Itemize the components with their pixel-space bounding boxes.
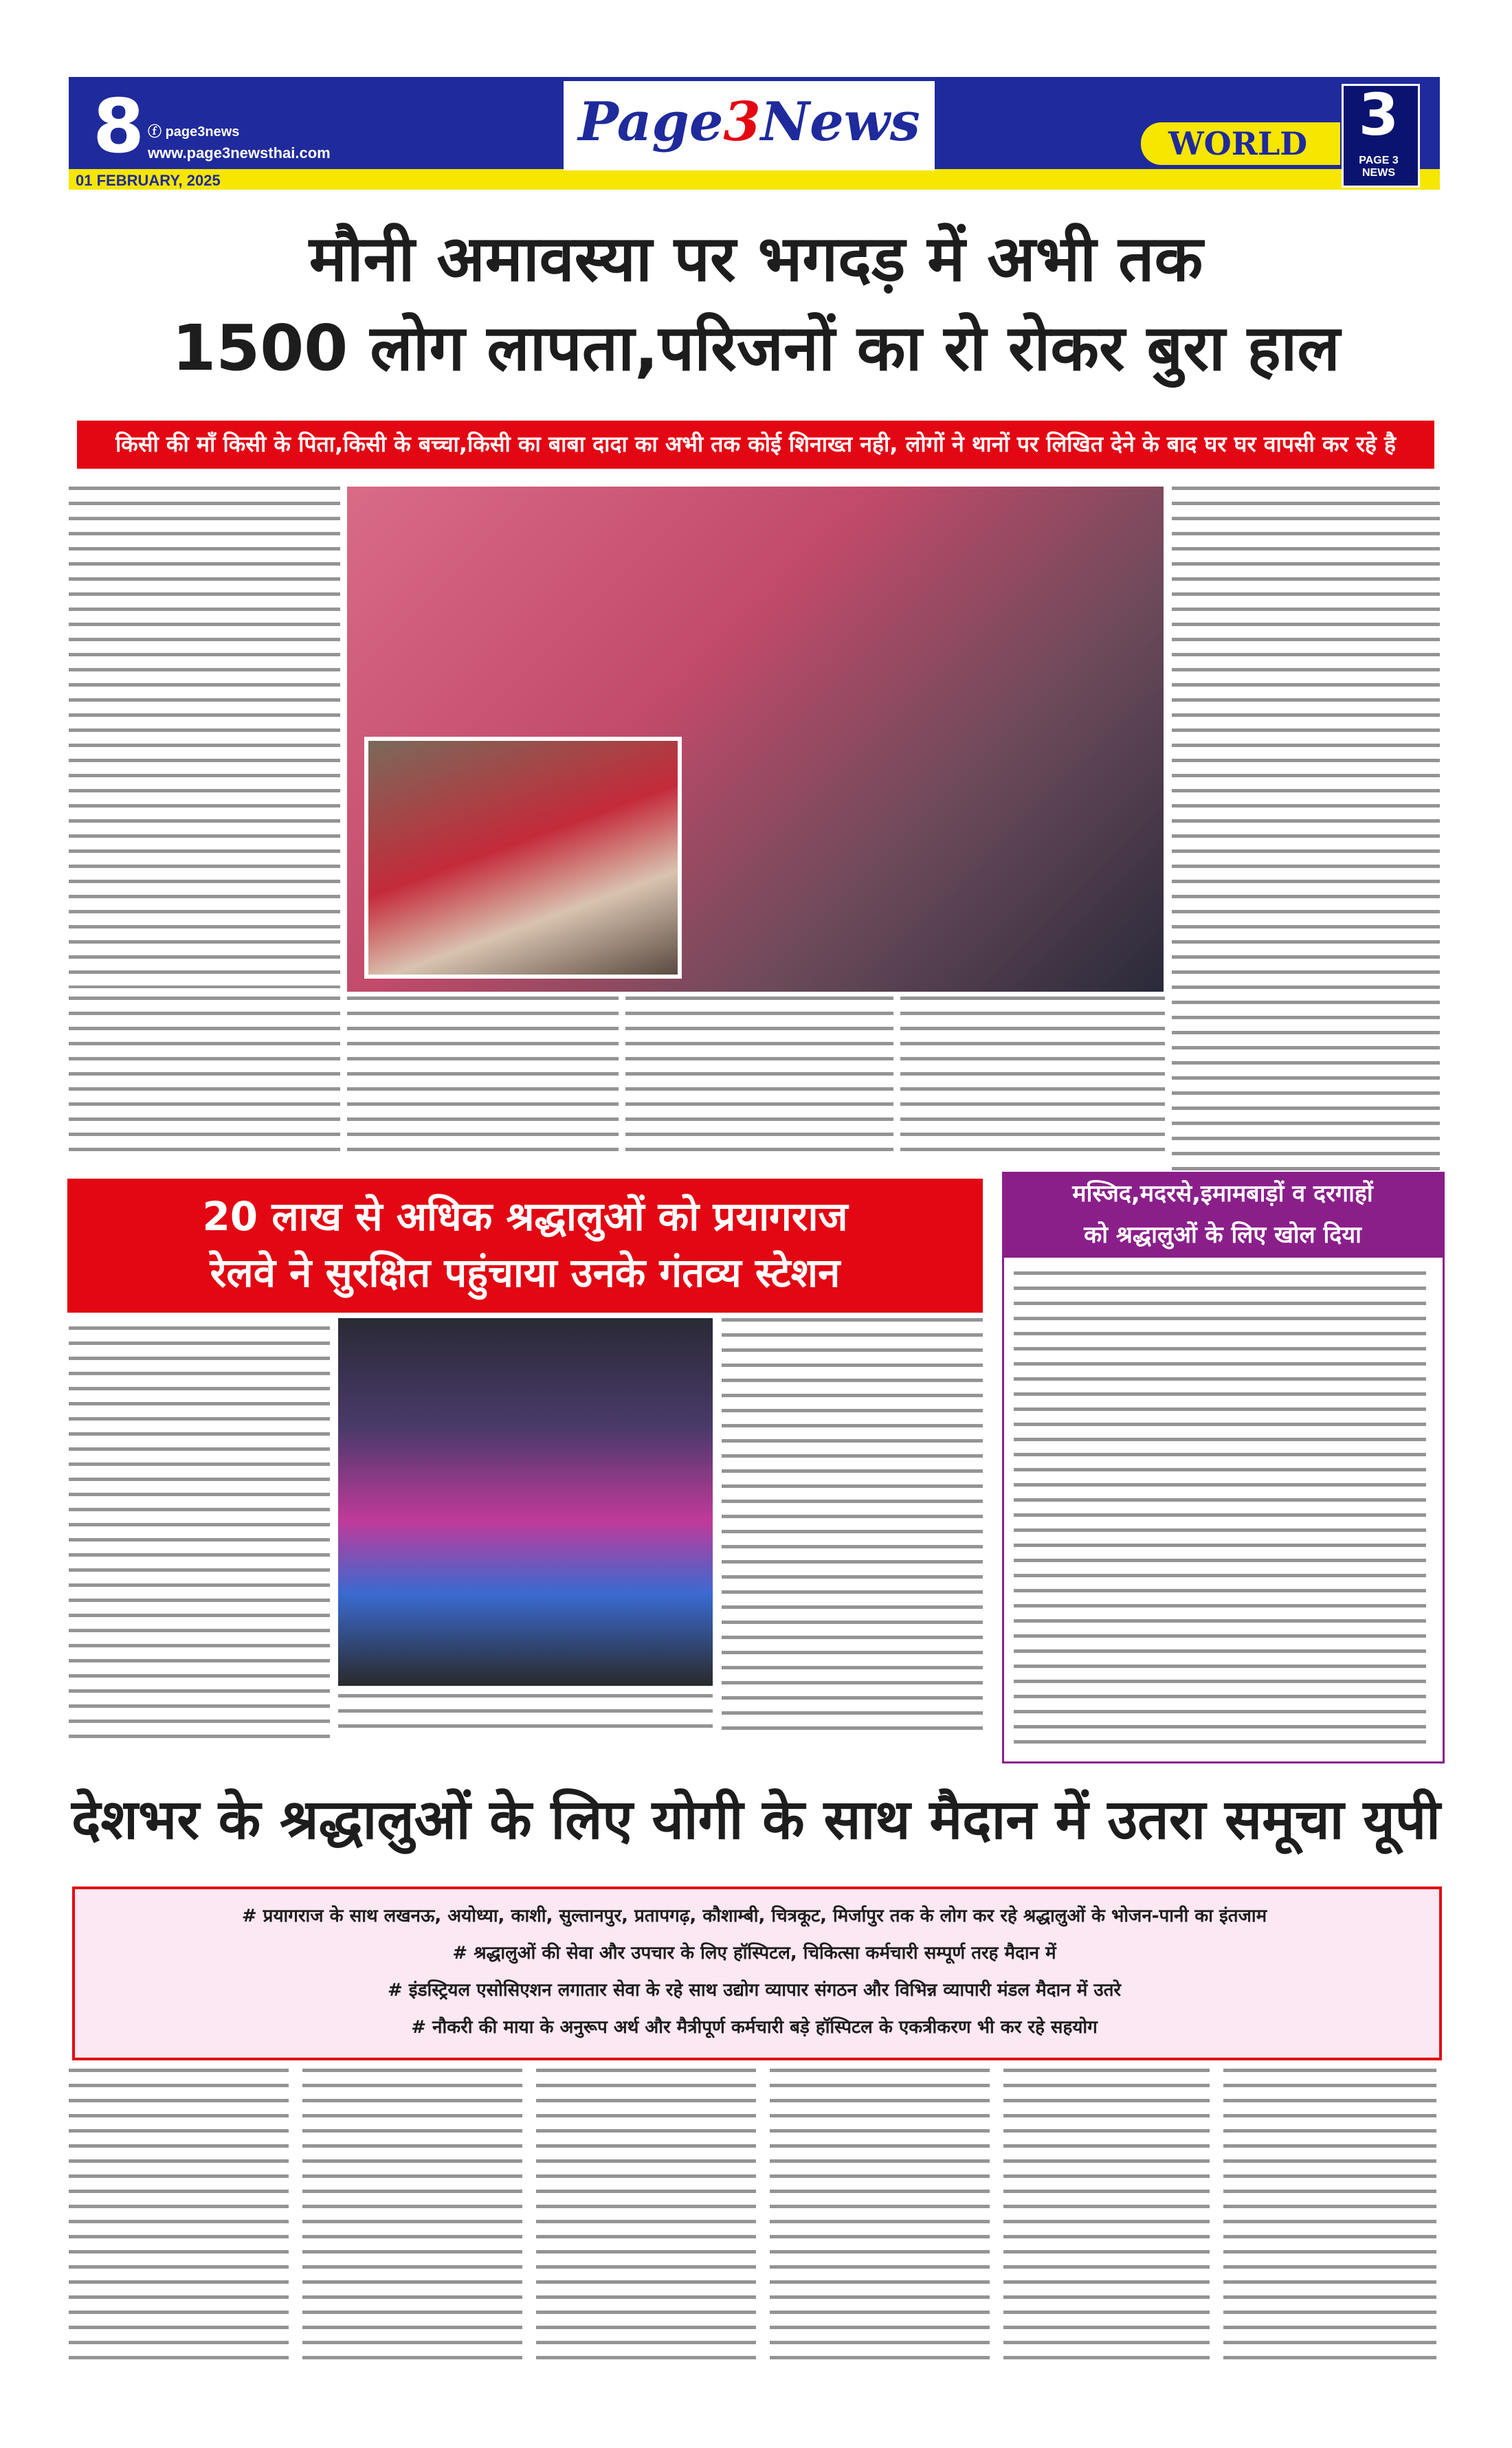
railway-headline-line2: रेलवे ने सुरक्षित पहुंचाया उनके गंतव्य स्टेशन <box>210 1249 841 1296</box>
railway-text-column-right <box>722 1318 983 1739</box>
lead-text-column-a <box>69 997 340 1161</box>
page3-badge-label: PAGE 3 NEWS <box>1359 155 1399 179</box>
page3-badge-number: 3 <box>1358 81 1399 148</box>
page-number: 8 <box>93 84 145 170</box>
yogi-headline: देशभर के श्रद्धालुओं के लिए योगी के साथ मैदान में उतरा समूचा यूपी <box>71 1788 1441 1851</box>
yogi-bullet: # श्रद्धालुओं की सेवा और उपचार के लिए हॉस्पिटल, चिकित्सा कर्मचारी सम्पूर्ण तरह मैदान में <box>452 1943 1056 1963</box>
lead-headline-line2: 1500 लोग लापता,परिजनों का रो रोकर बुरा हाल <box>172 311 1340 385</box>
yogi-text-column-5 <box>1003 2069 1210 2371</box>
yogi-text-column-2 <box>302 2069 522 2371</box>
railway-text-column-left <box>69 1326 330 1739</box>
lead-text-column-d <box>900 997 1165 1161</box>
section-label: WORLD <box>1168 125 1308 162</box>
yogi-text-column-4 <box>770 2069 990 2371</box>
dateline: 01 FEBRUARY, 2025 <box>76 172 221 189</box>
masjid-text-column <box>1014 1271 1426 1746</box>
masjid-headline-line1: मस्जिद,मदरसे,इमामबाड़ों व दरगाहों <box>1072 1180 1373 1208</box>
yogi-text-column-3 <box>536 2069 756 2371</box>
yogi-text-column-1 <box>69 2069 289 2371</box>
railway-photo <box>338 1318 713 1686</box>
yogi-text-column-6 <box>1223 2069 1436 2371</box>
lead-text-column-c <box>625 997 893 1161</box>
newspaper-logo: Page3News <box>578 91 920 153</box>
masjid-headline-line2: को श्रद्धालुओं के लिए खोल दिया <box>1084 1221 1361 1249</box>
masthead-yellow-strip <box>69 169 1440 190</box>
lead-photo-inset <box>364 737 682 979</box>
railway-photo-caption <box>338 1694 713 1735</box>
lead-text-column-right <box>1172 487 1440 1174</box>
facebook-icon: ⓕ <box>148 124 166 140</box>
lead-text-column-left <box>69 487 340 988</box>
social-handle: ⓕ page3news <box>148 124 240 140</box>
yogi-bullet: # नौकरी की माया के अनुरूप अर्थ और मैत्रीपूर्ण कर्मचारी बड़े हॉस्पिटल के एकत्रीकरण भी कर रहे सहयोग <box>411 2017 1098 2038</box>
railway-headline-line1: 20 लाख से अधिक श्रद्धालुओं को प्रयागराज <box>202 1193 848 1240</box>
lead-text-column-b <box>347 997 619 1161</box>
lead-headline-line1: मौनी अमावस्या पर भगदड़ में अभी तक <box>309 222 1203 296</box>
yogi-bullet: # प्रयागराज के साथ लखनऊ, अयोध्या, काशी, सुल्तानपुर, प्रतापगढ़, कौशाम्बी, चित्रकूट, मिर्जापुर तक के लोग कर रहे श्रद्धालुओं के भोजन-पानी का इंतजाम <box>241 1906 1267 1926</box>
lead-strap-text: किसी की माँ किसी के पिता,किसी के बच्चा,किसी का बाबा दादा का अभी तक कोई शिनाख्त नही, लोगों ने थानों पर लिखित देने के बाद घर घर वापसी कर रहे है <box>115 431 1397 457</box>
website-url: www.page3newsthai.com <box>148 144 331 162</box>
yogi-bullet: # इंडस्ट्रियल एसोसिएशन लगातार सेवा के रहे साथ उद्योग व्यापार संगठन और विभिन्न व्यापारी मंडल मैदान में उतरे <box>387 1980 1122 2001</box>
